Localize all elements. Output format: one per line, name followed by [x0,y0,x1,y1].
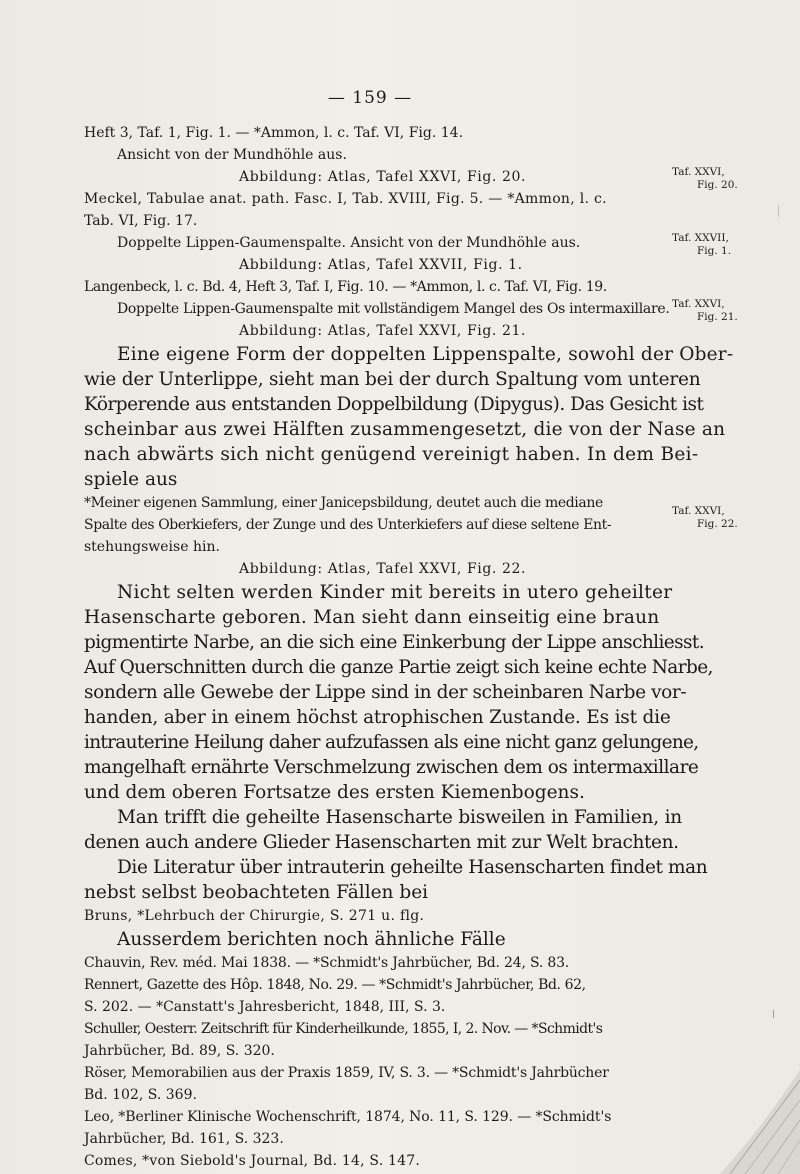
margin-figure: Fig. 21. [697,311,738,323]
reference-line: Bruns, *Lehrbuch der Chirurgie, S. 271 u. flg. [84,908,425,924]
text-line: Langenbeck, l. c. Bd. 4, Heft 3, Taf. I, Fig. 10. — *Ammon, l. c. Taf. VI, Fig. 19. [84,279,607,295]
figure-reference: Abbildung: Atlas, Tafel XXVI, Fig. 21. [239,323,527,339]
paragraph-line: Die Literatur über intrauterin geheilte Hasenscharten findet man [117,857,708,878]
text-line: *Meiner eigenen Sammlung, einer Janicepsbildung, deutet auch die mediane [84,495,603,511]
paragraph-line: wie der Unterlippe, sieht man bei der durch Spaltung vom unteren [84,369,701,390]
text-line: Meckel, Tabulae anat. path. Fasc. I, Tab. XVIII, Fig. 5. — *Ammon, l. c. [84,191,607,207]
text-line: Ansicht von der Mundhöhle aus. [117,147,347,163]
page-corner-damage [700,1070,800,1174]
margin-figure: Fig. 20. [697,179,738,191]
figure-reference: Abbildung: Atlas, Tafel XXVI, Fig. 20. [239,169,527,185]
paragraph-line: nach abwärts sich nicht genügend vereinigt haben. In dem Bei- [84,444,699,465]
margin-plate: Taf. XXVI, [672,166,725,178]
reference-line: Chauvin, Rev. méd. Mai 1838. — *Schmidt's Jahrbücher, Bd. 24, S. 83. [84,955,570,971]
paragraph-line: spiele aus [84,469,178,490]
margin-plate: Taf. XXVI, [672,505,725,517]
paragraph-line: sondern alle Gewebe der Lippe sind in der scheinbaren Narbe vor- [84,682,687,703]
scan-mark [778,205,779,217]
paragraph-line: Körperende aus entstanden Doppelbildung (Dipygus). Das Gesicht ist [84,394,704,415]
paragraph-line: intrauterine Heilung daher aufzufassen als eine nicht ganz gelungene, [84,732,699,753]
paragraph-line: Eine eigene Form der doppelten Lippenspalte, sowohl der Ober- [117,344,734,365]
text-line: Tab. VI, Fig. 17. [84,213,198,229]
paragraph-line: Man trifft die geheilte Hasenscharte bisweilen in Familien, in [117,807,683,828]
paragraph-line: pigmentirte Narbe, an die sich eine Einkerbung der Lippe anschliesst. [84,632,705,653]
text-line: stehungsweise hin. [84,539,220,555]
text-line: Doppelte Lippen-Gaumenspalte. Ansicht von der Mundhöhle aus. [117,235,581,251]
paragraph-line: Nicht selten werden Kinder mit bereits in utero geheilter [117,582,673,603]
paragraph-line: nebst selbst beobachteten Fällen bei [84,882,429,903]
scan-mark [773,1010,774,1018]
paragraph-line: Hasenscharte geboren. Man sieht dann einseitig eine braun [84,607,660,628]
page-number: — 159 — [327,88,413,108]
paragraph-line: Auf Querschnitten durch die ganze Partie zeigt sich keine echte Narbe, [84,657,713,678]
reference-line: Jahrbücher, Bd. 89, S. 320. [84,1043,275,1059]
reference-line: Jahrbücher, Bd. 161, S. 323. [84,1131,284,1147]
reference-line: Leo, *Berliner Klinische Wochenschrift, 1874, No. 11, S. 129. — *Schmidt's [84,1109,612,1125]
reference-line: Röser, Memorabilien aus der Praxis 1859, IV, S. 3. — *Schmidt's Jahrbücher [84,1065,609,1081]
text-line: Heft 3, Taf. 1, Fig. 1. — *Ammon, l. c. Taf. VI, Fig. 14. [84,125,464,141]
reference-line: Comes, *von Siebold's Journal, Bd. 14, S. 147. [84,1153,420,1169]
margin-plate: Taf. XXVI, [672,298,725,310]
reference-line: Schuller, Oesterr. Zeitschrift für Kinderheilkunde, 1855, I, 2. Nov. — *Schmidt's [84,1021,603,1037]
margin-plate: Taf. XXVII, [672,232,729,244]
reference-line: S. 202. — *Canstatt's Jahresbericht, 1848, III, S. 3. [84,999,446,1015]
paragraph-line: scheinbar aus zwei Hälften zusammengesetzt, die von der Nase an [84,419,726,440]
paragraph-line: handen, aber in einem höchst atrophischen Zustande. Es ist die [84,707,671,728]
margin-figure: Fig. 22. [697,518,738,530]
reference-line: Rennert, Gazette des Hôp. 1848, No. 29. — *Schmidt's Jahrbücher, Bd. 62, [84,977,586,993]
figure-reference: Abbildung: Atlas, Tafel XXVII, Fig. 1. [239,257,523,273]
paragraph-line: Ausserdem berichten noch ähnliche Fälle [117,929,506,950]
margin-note [672,232,731,258]
reference-line: Bd. 102, S. 369. [84,1087,197,1103]
paragraph-line: denen auch andere Glieder Hasenscharten mit zur Welt brachten. [84,832,679,853]
paragraph-line: und dem oberen Fortsatze des ersten Kiemenbogens. [84,782,585,803]
margin-note [672,166,738,192]
paragraph-line: mangelhaft ernährte Verschmelzung zwischen dem os intermaxillare [84,757,699,778]
margin-note [672,505,738,531]
text-line: Spalte des Oberkiefers, der Zunge und des Unterkiefers auf diese seltene Ent- [84,517,612,533]
margin-note [672,298,738,324]
figure-reference: Abbildung: Atlas, Tafel XXVI, Fig. 22. [239,561,527,577]
text-line: Doppelte Lippen-Gaumenspalte mit vollständigem Mangel des Os intermaxillare. [117,301,670,317]
margin-figure: Fig. 1. [697,245,732,257]
